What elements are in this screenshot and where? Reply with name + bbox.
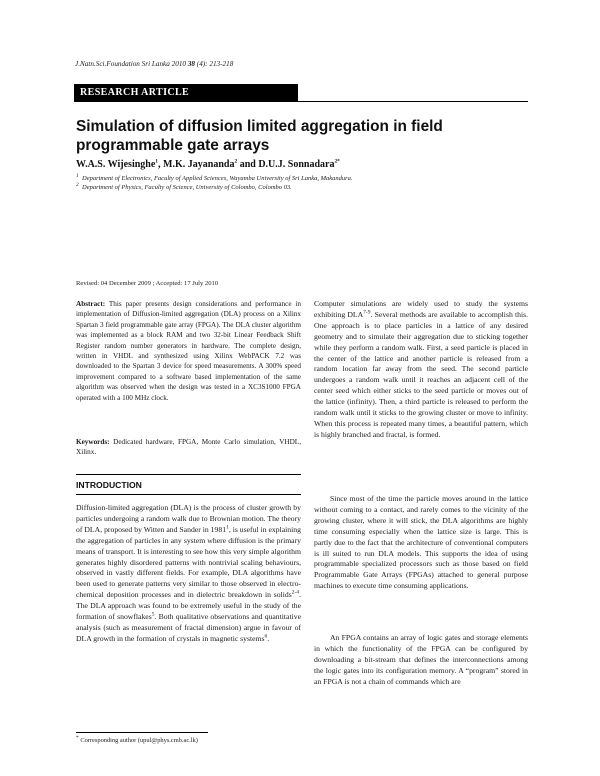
intro-cite: 6: [264, 633, 268, 640]
footnote-mark: *: [76, 734, 79, 741]
section-rule-bottom: [76, 494, 301, 495]
revision-dates: Revised: 04 December 2009 ; Accepted: 17 July 2010: [76, 280, 219, 287]
intro-cite: 5: [151, 611, 155, 618]
author-3-sup: 2*: [334, 158, 340, 165]
article-type-label: RESEARCH ARTICLE: [80, 87, 190, 98]
affiliation-2-text: Department of Physics, Faculty of Science, University of Colombo, Colombo 03.: [82, 184, 292, 191]
keywords-label: Keywords:: [76, 438, 110, 446]
footnote: [76, 734, 198, 744]
citation-prefix: J.Natn.Sci.Foundation Sri Lanka 2010: [75, 60, 188, 68]
author-1-sup: 1: [155, 158, 159, 165]
author-list: [76, 159, 340, 170]
right-paragraph-1: [314, 299, 528, 441]
right-p1-cite: 7-9: [363, 309, 371, 316]
author-sep: ,: [158, 159, 164, 170]
author-2: M.K. Jayananda: [163, 159, 235, 170]
footnote-rule: [76, 732, 208, 733]
intro-cite: 1: [226, 524, 229, 531]
abstract: [76, 299, 301, 403]
right-paragraph-3: An FPGA contains an array of logic gates and storage elements in which the functionality of the FPGA can be configured by downloading a bit-stream that defines the interconnections among the logic gates into its configuration memory. A “program” stored in an FPGA is not a chain of commands which are: [314, 633, 528, 686]
affiliation-1: [76, 172, 353, 182]
intro-text: . The DLA approach was found to be extremely useful in the study of the formation of snowflakes: [76, 590, 301, 622]
intro-text: . Both qualitative observations and quantitative analysis (such as measurement of fractal dimension) argue in favour of DLA growth in the formation of crystals in magnetic systems: [76, 612, 301, 643]
article-type-banner: [74, 84, 298, 102]
paper-title: Simulation of diffusion limited aggregation in field programmable gate arrays: [76, 118, 443, 154]
affiliation-1-num: 1: [76, 172, 79, 179]
footnote-text: Corresponding author (upul@phys.cmb.ac.lk): [78, 737, 198, 744]
introduction-paragraph: [76, 503, 301, 645]
introduction-heading: INTRODUCTION: [76, 480, 142, 490]
author-1: W.A.S. Wijesinghe: [76, 159, 156, 170]
journal-citation: [75, 60, 233, 68]
author-sep: and: [237, 159, 259, 170]
right-p1-text: . Several methods are available to accomplish this. One approach is to place particles in a lattice of any desired geometry and to simulate their aggregation due to sticking together while they perform a random walk. First, a seed particle is placed in the center of the lattice and another particle is released from a random location far away from the seed. The second particle undergoes a random walk until it reaches an adjacent cell of the center seed which either sticks to the seed particle or moves out of the lattice (infinity). Then, a third particle is released to perform the random walk until it sticks to the growing cluster or move to infinity. When this process is repeated many times, a beautiful pattern, which is highly branched and fractal, is formed.: [314, 309, 528, 439]
keywords: [76, 437, 301, 458]
right-p1-text: Computer simulations are widely used to study the systems exhibiting DLA: [314, 299, 528, 319]
keywords-text: Dedicated hardware, FPGA, Monte Carlo simulation, VHDL, Xilinx.: [76, 438, 301, 457]
intro-text: , is useful in explaining the aggregation of particles in any system where diffusion is the primary means of transport. It is interesting to see how this very simple algorithm generates highly disordered patterns with nontrivial scaling behaviours, observed in vastly different fields. For example, DLA algorithms have been used to generate patterns very similar to those observed in electro-chemical deposition processes and in dielectric breakdown in solids: [76, 524, 301, 600]
abstract-text: This paper presents design considerations and performance in implementation of Diffusion-limited aggregation (DLA) process on a Xilinx Spartan 3 field programmable gate array (FPGA). The DLA cluster algorithm was implemented as a block RAM and two 32-bit Linear Feedback Shift Register random number generators in hardware. The complete design, written in VHDL and synthesized using Xilinx WebPACK 7.2 was downloaded to the Spartan 3 device for speed measurements. A 300% speed improvement compared to a software based implementation of the same algorithm was observed when the design was tested in a XC3S1000 FPGA operated with a 100 MHz clock.: [76, 300, 301, 402]
affiliation-2: [76, 181, 292, 191]
citation-volume: 38: [187, 60, 195, 68]
intro-text: Diffusion-limited aggregation (DLA) is the process of cluster growth by particles undergoing a random walk due to Brownian motion. The theory of DLA, proposed by Witten and Sander in 1981: [76, 503, 301, 534]
abstract-label: Abstract:: [76, 300, 106, 308]
affiliation-2-num: 2: [76, 181, 79, 188]
banner-rule: [298, 101, 528, 102]
intro-text: .: [267, 633, 270, 643]
intro-cite: 2-4: [291, 589, 300, 596]
citation-suffix: (4): 213-218: [195, 60, 234, 68]
section-rule-top: [76, 474, 301, 475]
author-3: D.U.J. Sonnadara: [258, 159, 335, 170]
affiliation-1-text: Department of Electronics, Faculty of Applied Sciences, Wayamba University of Sri Lanka, Makandura.: [82, 175, 353, 182]
author-2-sup: 2: [234, 158, 238, 165]
right-paragraph-2: Since most of the time the particle moves around in the lattice without coming to a contact, and rarely comes to the vicinity of the growing cluster, where it will stick, the DLA algorithms are highly time consuming especially when the lattice size is large. This is partly due to the fact that the architecture of conventional computers is ill suited to run DLA models. This supports the idea of using programmable specialized processors such as those based on field Programmable Gate Arrays (FPGAs) attached to general purpose machines to execute time consuming applications.: [314, 494, 528, 591]
